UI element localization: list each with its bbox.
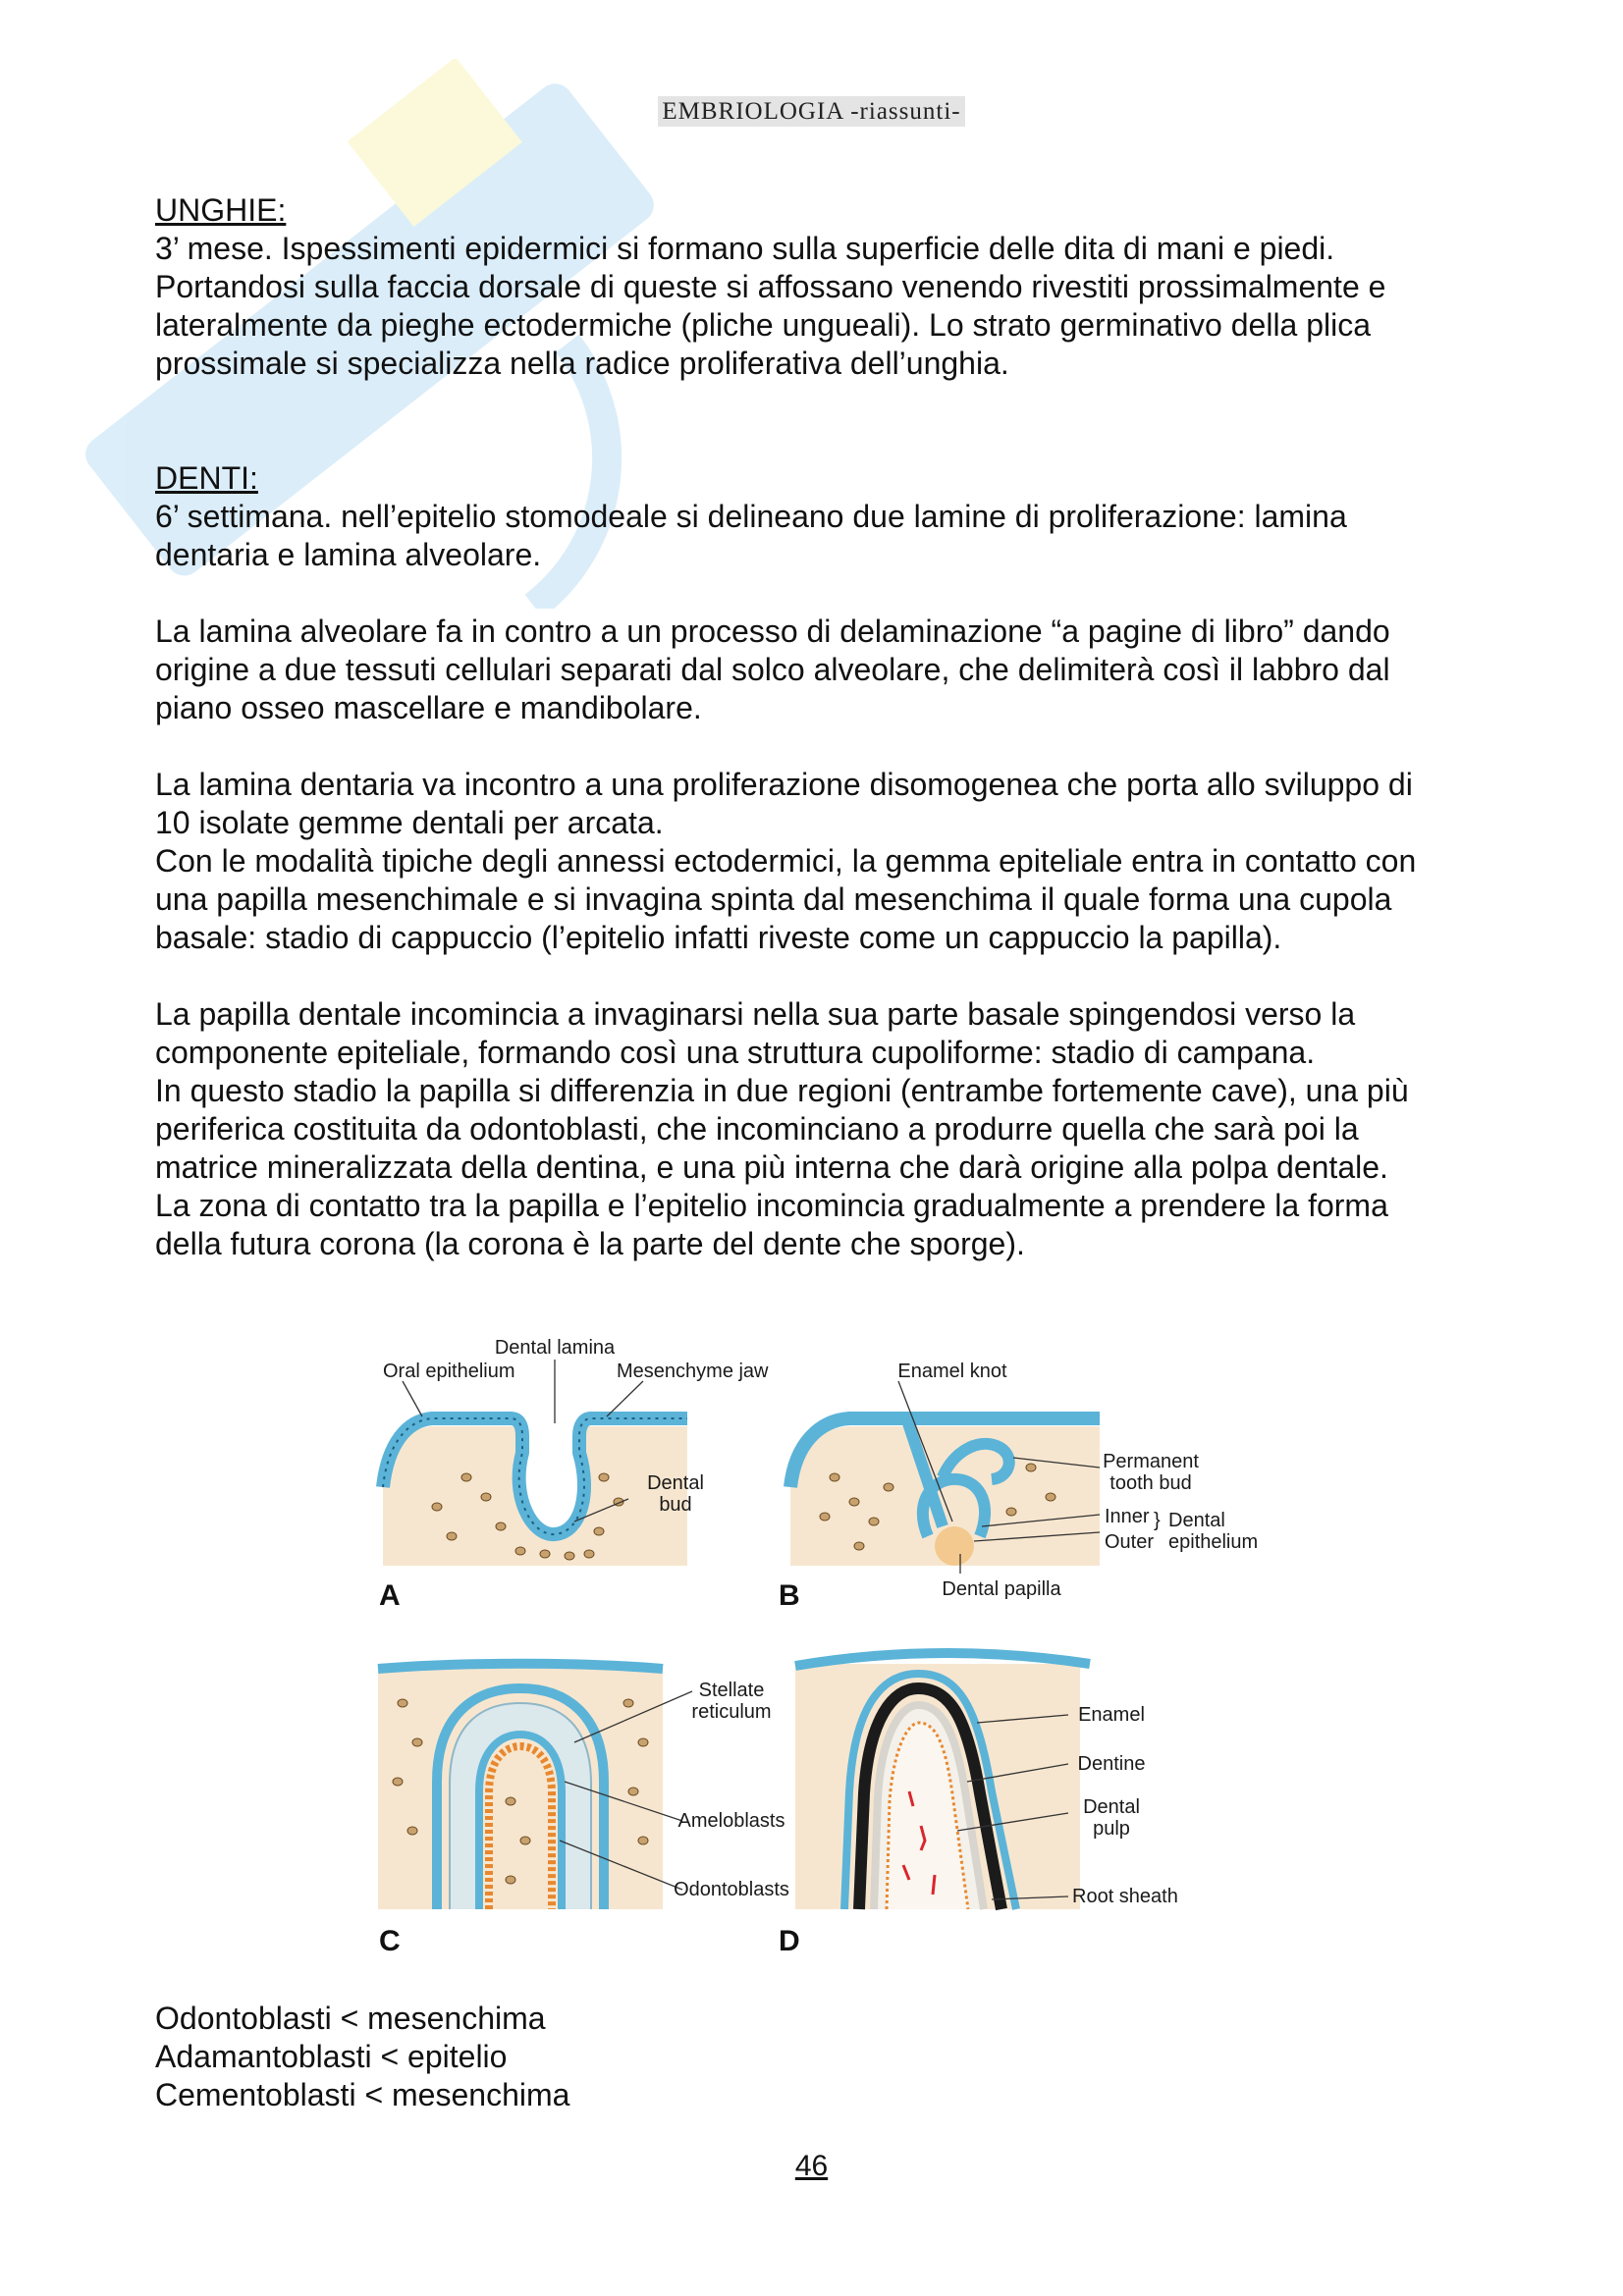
page-number: 46 <box>794 2150 829 2182</box>
label-dental-epithelium-1: Dental <box>1168 1510 1225 1531</box>
text-line: piano osseo mascellare e mandibolare. <box>155 690 702 725</box>
tooth-development-figure <box>363 1330 1296 1968</box>
list-item: Cementoblasti < mesenchima <box>155 2077 570 2112</box>
running-title: EMBRIOLOGIA -riassunti- <box>658 96 964 127</box>
list-item: Odontoblasti < mesenchima <box>155 2001 546 2036</box>
panel-letter-d: D <box>779 1925 800 1957</box>
panel-letter-a: A <box>379 1579 401 1612</box>
panel-letter-c: C <box>379 1925 401 1957</box>
text-line: In questo stadio la papilla si differenzia in due regioni (entrambe fortemente cave), una più <box>155 1073 1409 1108</box>
section-heading-unghie: UNGHIE: <box>155 192 287 228</box>
spacer <box>155 574 1490 613</box>
label-enamel: Enamel <box>1078 1704 1145 1726</box>
panel-a <box>379 1337 769 1612</box>
text-line: lateralmente da pieghe ectodermiche (pliche ungueali). Lo strato germinativo della plica <box>155 307 1372 343</box>
panel-letter-b: B <box>779 1579 800 1612</box>
label-dental-epithelium-2: epithelium <box>1168 1531 1259 1553</box>
label-ameloblasts: Ameloblasts <box>677 1810 785 1832</box>
tooth-development-diagram <box>363 1330 1296 1968</box>
label-stellate-1: Stellate <box>698 1680 765 1701</box>
spacer <box>155 383 1490 459</box>
label-dental-bud-2: bud <box>659 1494 692 1516</box>
text-line: origine a due tessuti cellulari separati dal solco alveolare, che delimiterà così il labbro dal <box>155 652 1390 687</box>
text-line: periferica costituita da odontoblasti, che incominciano a produrre quella che sarà poi la <box>155 1111 1359 1147</box>
text-line: Con le modalità tipiche degli annessi ectodermici, la gemma epiteliale entra in contatto con <box>155 843 1417 879</box>
text-line: La zona di contatto tra la papilla e l’epitelio incomincia gradualmente a prendere la forma <box>155 1188 1388 1223</box>
text-line: basale: stadio di cappuccio (l’epitelio infatti riveste come un cappuccio la papilla). <box>155 920 1282 955</box>
text-line: componente epiteliale, formando così una struttura cupoliforme: stadio di campana. <box>155 1035 1316 1070</box>
label-stellate-2: reticulum <box>691 1701 772 1723</box>
label-mesenchyme-jaw: Mesenchyme jaw <box>617 1361 769 1382</box>
panel-d <box>779 1653 1178 1957</box>
label-odontoblasts: Odontoblasts <box>674 1879 789 1900</box>
label-dental-pulp-2: pulp <box>1093 1818 1130 1840</box>
main-text <box>155 191 1490 1263</box>
label-oral-epithelium: Oral epithelium <box>383 1361 515 1382</box>
label-dentine: Dentine <box>1077 1753 1146 1775</box>
text-line: 10 isolate gemme dentali per arcata. <box>155 805 664 840</box>
label-dental-papilla: Dental papilla <box>942 1578 1061 1600</box>
label-outer: Outer <box>1105 1531 1155 1553</box>
label-dental-lamina: Dental lamina <box>494 1337 616 1359</box>
text-line: una papilla mesenchimale e si invagina spinta dal mesenchima il quale forma una cupola <box>155 881 1392 917</box>
text-line: dentaria e lamina alveolare. <box>155 537 542 572</box>
label-inner: Inner <box>1105 1506 1150 1527</box>
panel-b <box>779 1361 1258 1612</box>
spacer <box>155 957 1490 995</box>
text-line: 3’ mese. Ispessimenti epidermici si formano sulla superficie delle dita di mani e piedi. <box>155 231 1335 266</box>
section-heading-denti: DENTI: <box>155 460 258 496</box>
text-line: matrice mineralizzata della dentina, e una più interna che darà origine alla polpa dentale. <box>155 1149 1388 1185</box>
label-permanent-1: Permanent <box>1103 1451 1199 1472</box>
bracket-glyph: } <box>1154 1510 1161 1531</box>
label-dental-bud-1: Dental <box>647 1472 704 1494</box>
panel-c <box>378 1664 789 1957</box>
text-line: La lamina alveolare fa in contro a un processo di delaminazione “a pagine di libro” dando <box>155 614 1390 649</box>
cell-origin-list <box>155 2000 569 2114</box>
label-root-sheath: Root sheath <box>1072 1886 1178 1907</box>
text-line: della futura corona (la corona è la parte del dente che sporge). <box>155 1226 1025 1261</box>
list-item: Adamantoblasti < epitelio <box>155 2039 508 2074</box>
label-enamel-knot: Enamel knot <box>897 1361 1007 1382</box>
text-line: prossimale si specializza nella radice proliferativa dell’unghia. <box>155 346 1009 381</box>
text-line: La papilla dentale incomincia a invaginarsi nella sua parte basale spingendosi verso la <box>155 996 1356 1032</box>
text-line: La lamina dentaria va incontro a una proliferazione disomogenea che porta allo sviluppo di <box>155 767 1413 802</box>
spacer <box>155 727 1490 766</box>
label-permanent-2: tooth bud <box>1109 1472 1192 1494</box>
label-dental-pulp-1: Dental <box>1083 1796 1140 1818</box>
running-header <box>0 98 1623 126</box>
text-line: Portandosi sulla faccia dorsale di queste si affossano venendo rivestiti prossimalmente e <box>155 269 1386 304</box>
text-line: 6’ settimana. nell’epitelio stomodeale si delineano due lamine di proliferazione: lamina <box>155 499 1347 534</box>
